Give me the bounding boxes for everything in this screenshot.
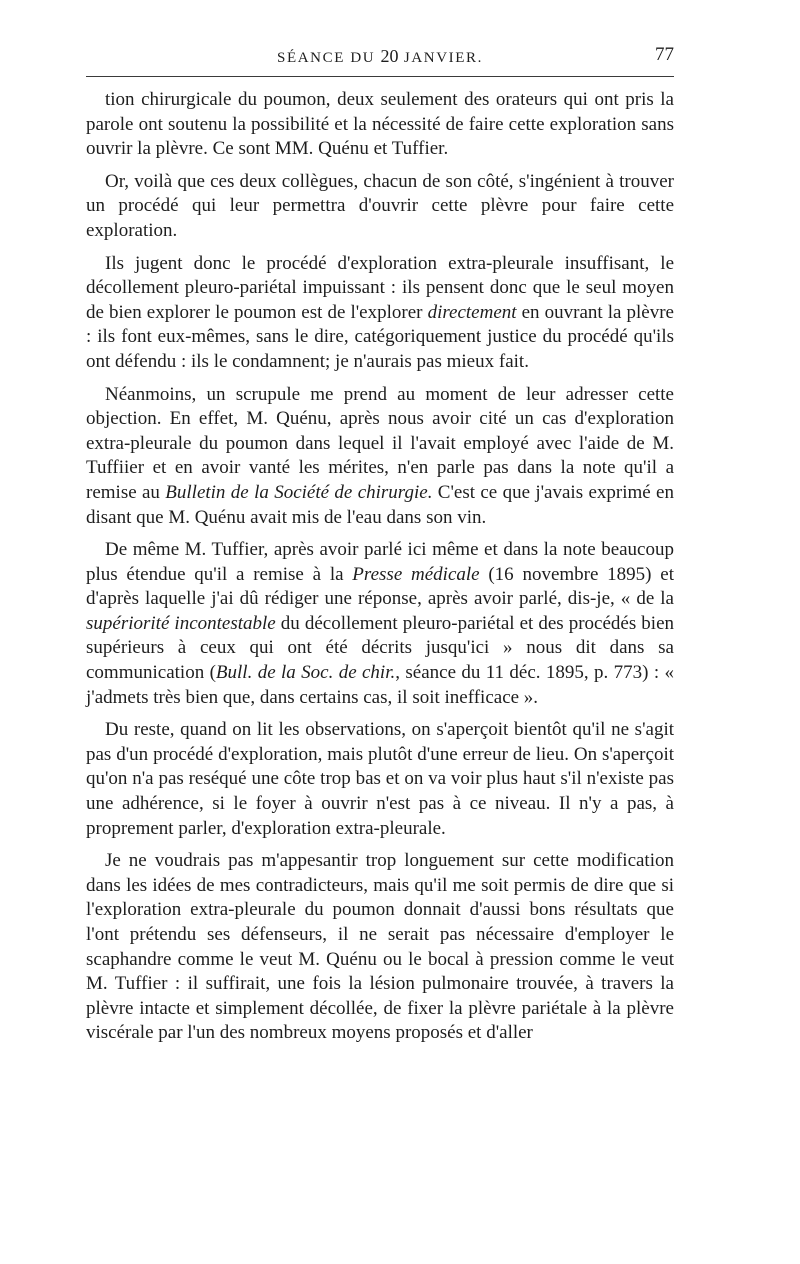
paragraph: [86, 252, 674, 375]
italic-text: Bull. de la Soc. de chir.: [215, 662, 396, 684]
running-head-title-suffix: JANVIER.: [398, 50, 483, 66]
body-text: [86, 88, 674, 1054]
italic-text: Presse médicale: [352, 563, 480, 585]
text-run: De même M. Tuffier, après avoir parlé ici même et dans la note beaucoup plus étendue qu'il a remise à la: [86, 539, 674, 585]
paragraph: [86, 718, 674, 841]
text-run: Je ne voudrais pas m'appesantir trop longuement sur cette modification dans les idées de mes contradicteurs, mais qu'il me soit permis de dire que si l'exploration extra-pleurale du poumon donnait d'aussi bons résultats que l'ont prétendu ses défenseurs, il ne serait pas nécessaire d'employer le scaphandre comme le veut M. Quénu ou le bocal à pression comme le veut M. Tuffier : il suffirait, une fois la lésion pulmonaire trouvée, à travers la plèvre intacte et simplement décollée, de fixer la plèvre pariétale à la plèvre viscérale par l'un des nombreux moyens proposés et d'aller: [86, 850, 674, 1044]
text-run: , séance du 11 déc. 1895, p. 773) : « j'admets très bien que, dans certains cas, il soit inefficace ».: [86, 662, 674, 708]
text-run: Or, voilà que ces deux collègues, chacun de son côté, s'ingénient à trouver un procédé qui leur permettra d'ouvrir cette plèvre pour faire cette exploration.: [86, 170, 674, 241]
page-number: 77: [655, 44, 674, 65]
italic-text: Bulletin de la Société de chirurgie.: [165, 481, 433, 503]
paragraph: [86, 849, 674, 1046]
text-run: (16 novembre 1895) et d'après laquelle j'ai dû rédiger une réponse, après avoir parlé, dis-je, « de la: [86, 563, 674, 610]
paragraph: [86, 88, 674, 162]
paragraph: [86, 383, 674, 531]
paragraph: [86, 170, 674, 244]
italic-text: directement: [427, 301, 517, 323]
header-rule: [86, 76, 674, 77]
text-run: Néanmoins, un scrupule me prend au moment de leur adresser cette objection. En effet, M. Quénu, après nous avoir cité un cas d'exploration extra-pleurale du poumon dans lequel il l'avait employé avec l'aide de M. Tuffiier et en avoir vanté les mérites, n'en parle pas dans la note qu'il a remise au: [86, 383, 674, 503]
text-run: du décollement pleuro-pariétal et des procédés bien supérieurs à ceux qui ont été décrits jusqu'ici » nous dit dans sa communication (: [86, 612, 674, 684]
running-head-title: [86, 46, 674, 67]
running-head-title-prefix: SÉANCE DU: [277, 50, 381, 66]
text-run: en ouvrant la plèvre : ils font eux-mêmes, sans le dire, catégoriquement justice du procédé qu'ils ont défendu : ils le condamnent; je n'aurais pas mieux fait.: [86, 301, 674, 372]
text-run: tion chirurgicale du poumon, deux seulement des orateurs qui ont pris la parole ont soutenu la possibilité et la nécessité de faire cette exploration sans ouvrir la plèvre. Ce sont MM. Quénu et Tuffier.: [86, 89, 674, 160]
text-run: Du reste, quand on lit les observations, on s'aperçoit bientôt qu'il ne s'agit pas d'un procédé d'exploration, mais plutôt d'une erreur de lieu. On s'aperçoit qu'on n'a pas reséqué une côte trop bas et on va voir plus haut s'il n'existe pas une adhérence, si le foyer à ouvrir n'est pas à ce niveau. Il n'y a pas, à proprement parler, d'exploration extra-pleurale.: [86, 719, 674, 839]
text-run: Ils jugent donc le procédé d'exploration extra-pleurale insuffisant, le décollement pleuro-pariétal impuissant : ils pensent donc que le seul moyen de bien explorer le poumon est de l'explorer: [86, 252, 674, 323]
italic-text: supériorité incontestable: [86, 612, 276, 634]
running-head: [86, 38, 674, 78]
paragraph: [86, 538, 674, 710]
running-head-title-day: 20: [380, 46, 399, 66]
text-run: C'est ce que j'avais exprimé en disant que M. Quénu avait mis de l'eau dans son vin.: [86, 481, 674, 528]
